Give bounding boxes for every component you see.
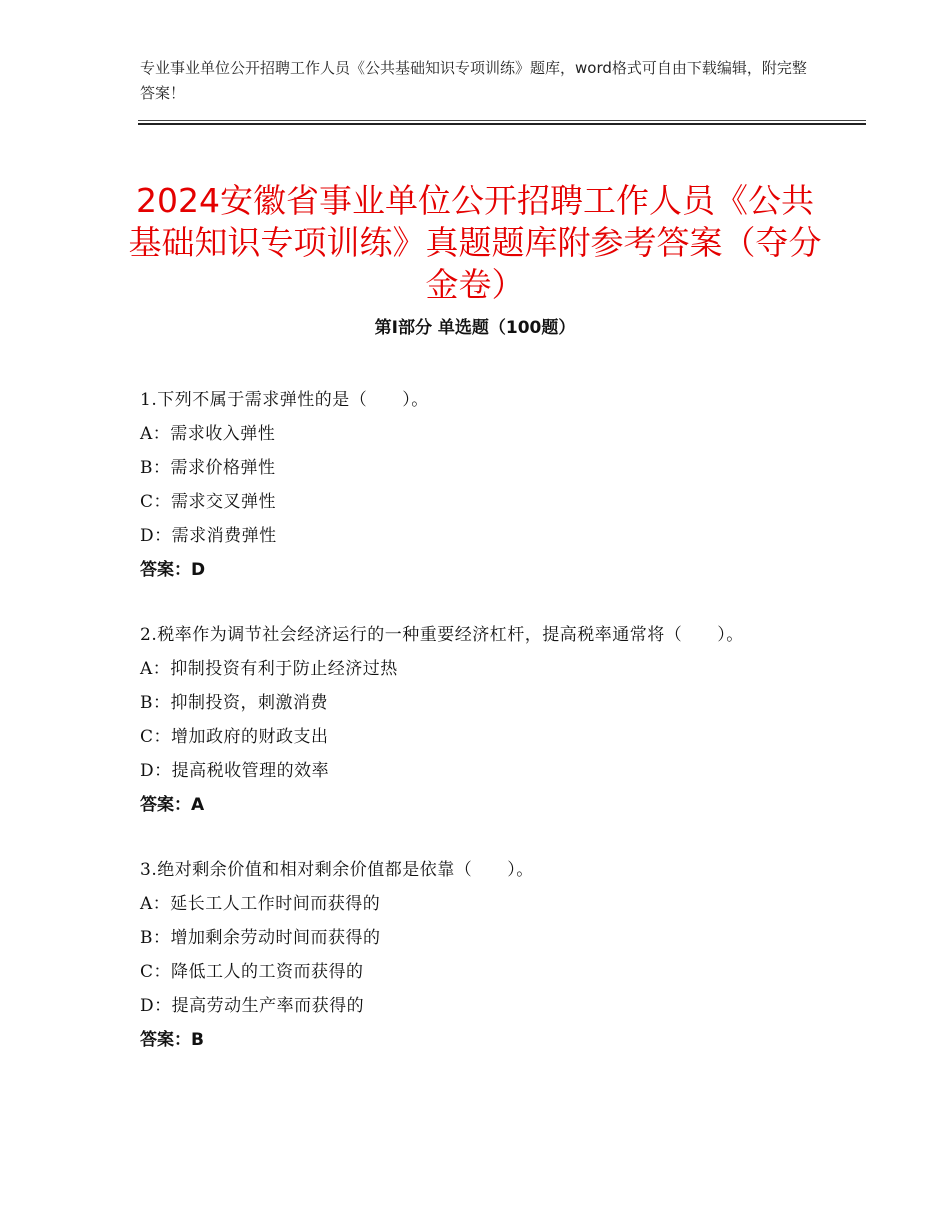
option-d: D：需求消费弹性 [140,526,277,546]
option-a: A：抑制投资有利于防止经济过热 [140,659,398,679]
section-title: 第Ⅰ部分 单选题（100题） [374,318,576,338]
option-c: C：增加政府的财政支出 [140,727,329,747]
answer-label: 答案：A [140,795,205,815]
option-b: B：抑制投资，刺激消费 [140,693,328,713]
answer-label: 答案：B [140,1030,204,1050]
option-a: A：延长工人工作时间而获得的 [140,894,381,914]
option-d: D：提高劳动生产率而获得的 [140,996,365,1016]
option-a: A：需求收入弹性 [140,424,276,444]
option-c: C：需求交叉弹性 [140,492,277,512]
question-2 [140,618,810,822]
question-stem: 3.绝对剩余价值和相对剩余价值都是依靠（ ）。 [140,860,534,880]
answer-label: 答案：D [140,560,206,580]
header-note: 专业事业单位公开招聘工作人员《公共基础知识专项训练》题库，word格式可自由下载编辑，附完整答案！ [140,59,807,102]
option-c: C：降低工人的工资而获得的 [140,962,364,982]
option-d: D：提高税收管理的效率 [140,761,330,781]
question-stem: 1.下列不属于需求弹性的是（ ）。 [140,390,429,410]
question-1 [140,383,810,587]
question-3 [140,853,810,1057]
option-b: B：增加剩余劳动时间而获得的 [140,928,381,948]
document-title: 2024安徽省事业单位公开招聘工作人员《公共基础知识专项训练》真题题库附参考答案（夺分金卷） [128,181,822,305]
question-list [140,383,810,1088]
question-stem: 2.税率作为调节社会经济运行的一种重要经济杠杆，提高税率通常将（ ）。 [140,625,744,645]
header-divider [138,120,866,125]
option-b: B：需求价格弹性 [140,458,276,478]
